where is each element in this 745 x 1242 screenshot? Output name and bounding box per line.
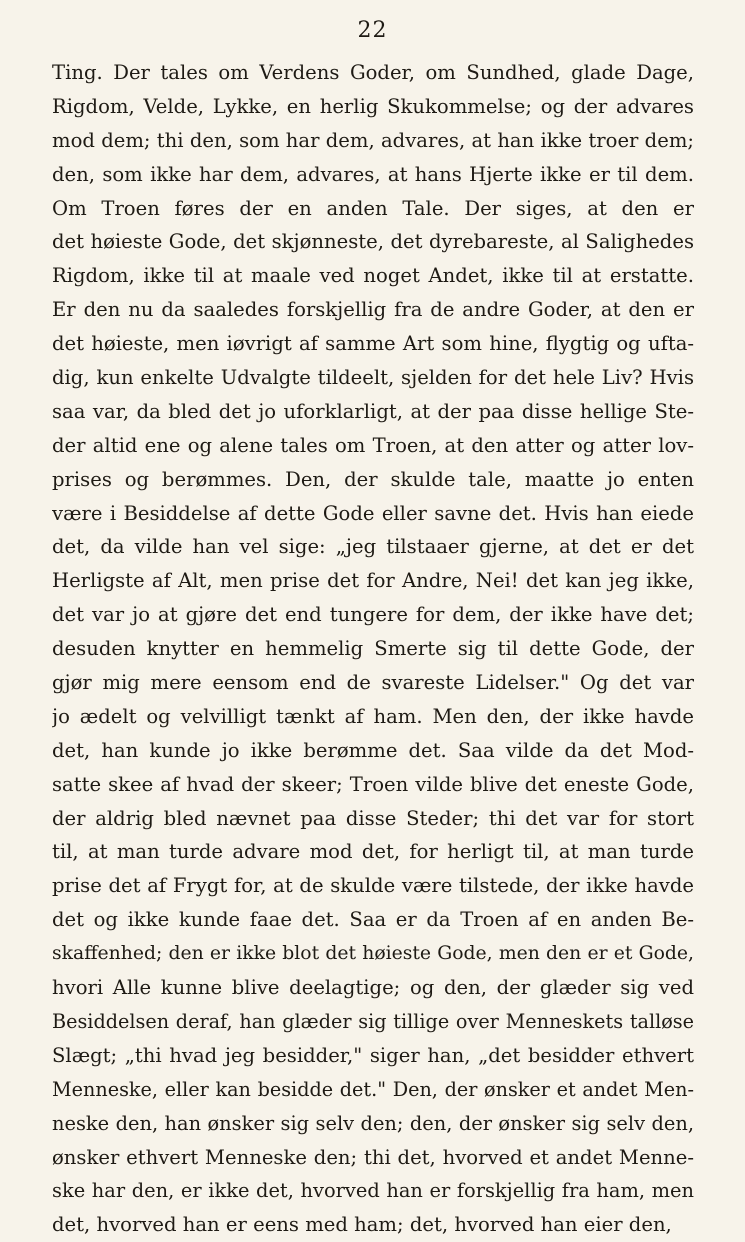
text-line: det, han kunde jo ikke berømme det. Saa vilde da det Mod- — [52, 738, 694, 762]
text-line: det høieste Gode, det skjønneste, det dyrebareste, al Salighedes — [52, 230, 694, 254]
text-line: der aldrig bled nævnet paa disse Steder; thi det var for stort — [52, 806, 694, 830]
text-line: der altid ene og alene tales om Troen, at den atter og atter lov- — [52, 433, 694, 457]
text-line: det, da vilde han vel sige: „jeg tilstaaer gjerne, at det er det — [52, 535, 694, 559]
text-line: desuden knytter en hemmelig Smerte sig til dette Gode, der — [52, 637, 694, 661]
text-line: være i Besiddelse af dette Gode eller savne det. Hvis han eiede — [52, 501, 694, 525]
text-line: Herligste af Alt, men prise det for Andre, Nei! det kan jeg ikke, — [52, 569, 694, 593]
text-line: ønsker ethvert Menneske den; thi det, hvorved et andet Menne- — [52, 1145, 694, 1169]
text-line: gjør mig mere eensom end de svareste Lidelser." Og det var — [52, 671, 694, 695]
body-text — [52, 56, 694, 1242]
text-line: skaffenhed; den er ikke blot det høieste Gode, men den er et Gode, — [52, 943, 694, 965]
text-line: jo ædelt og velvilligt tænkt af ham. Men den, der ikke havde — [52, 704, 694, 728]
text-line: Er den nu da saaledes forskjellig fra de andre Goder, at den er — [52, 298, 694, 322]
page-number: 22 — [357, 18, 388, 43]
text-line: Slægt; „thi hvad jeg besidder," siger han, „det besidder ethvert — [52, 1043, 694, 1067]
text-line: Ting. Der tales om Verdens Goder, om Sundhed, glade Dage, — [52, 61, 694, 84]
text-line: Rigdom, ikke til at maale ved noget Andet, ikke til at erstatte. — [52, 264, 694, 288]
text-line: prise det af Frygt for, at de skulde være tilstede, der ikke havde — [52, 874, 694, 898]
text-line: det var jo at gjøre det end tungere for dem, der ikke have det; — [52, 603, 694, 627]
text-line: det og ikke kunde faae det. Saa er da Troen af en anden Be- — [52, 908, 694, 932]
text-line: Menneske, eller kan besidde det." Den, der ønsker et andet Men- — [52, 1077, 694, 1101]
text-line: mod dem; thi den, som har dem, advares, at han ikke troer dem; — [52, 128, 694, 152]
text-line: hvori Alle kunne blive deelagtige; og den, der glæder sig ved — [52, 976, 694, 1000]
text-line: Besiddelsen deraf, han glæder sig tillige over Menneskets talløse — [52, 1009, 694, 1033]
text-line: til, at man turde advare mod det, for herligt til, at man turde — [52, 840, 694, 864]
text-line: ske har den, er ikke det, hvorved han er forskjellig fra ham, men — [52, 1179, 694, 1203]
text-line: Om Troen føres der en anden Tale. Der siges, at den er — [52, 196, 694, 220]
text-line: det, hvorved han er eens med ham; det, hvorved han eier den, — [52, 1213, 672, 1237]
text-line: dig, kun enkelte Udvalgte tildeelt, sjelden for det hele Liv? Hvis — [52, 366, 694, 390]
text-line: prises og berømmes. Den, der skulde tale, maatte jo enten — [52, 467, 694, 491]
text-line: neske den, han ønsker sig selv den; den, der ønsker sig selv den, — [52, 1111, 694, 1135]
text-line: saa var, da bled det jo uforklarligt, at der paa disse hellige Ste- — [52, 399, 694, 423]
text-line: Rigdom, Velde, Lykke, en herlig Skukommelse; og der advares — [52, 94, 694, 118]
text-line: det høieste, men iøvrigt af samme Art som hine, flygtig og ufta- — [52, 332, 694, 356]
text-line: satte skee af hvad der skeer; Troen vilde blive det eneste Gode, — [52, 772, 694, 796]
text-line: den, som ikke har dem, advares, at hans Hjerte ikke er til dem. — [52, 162, 694, 186]
